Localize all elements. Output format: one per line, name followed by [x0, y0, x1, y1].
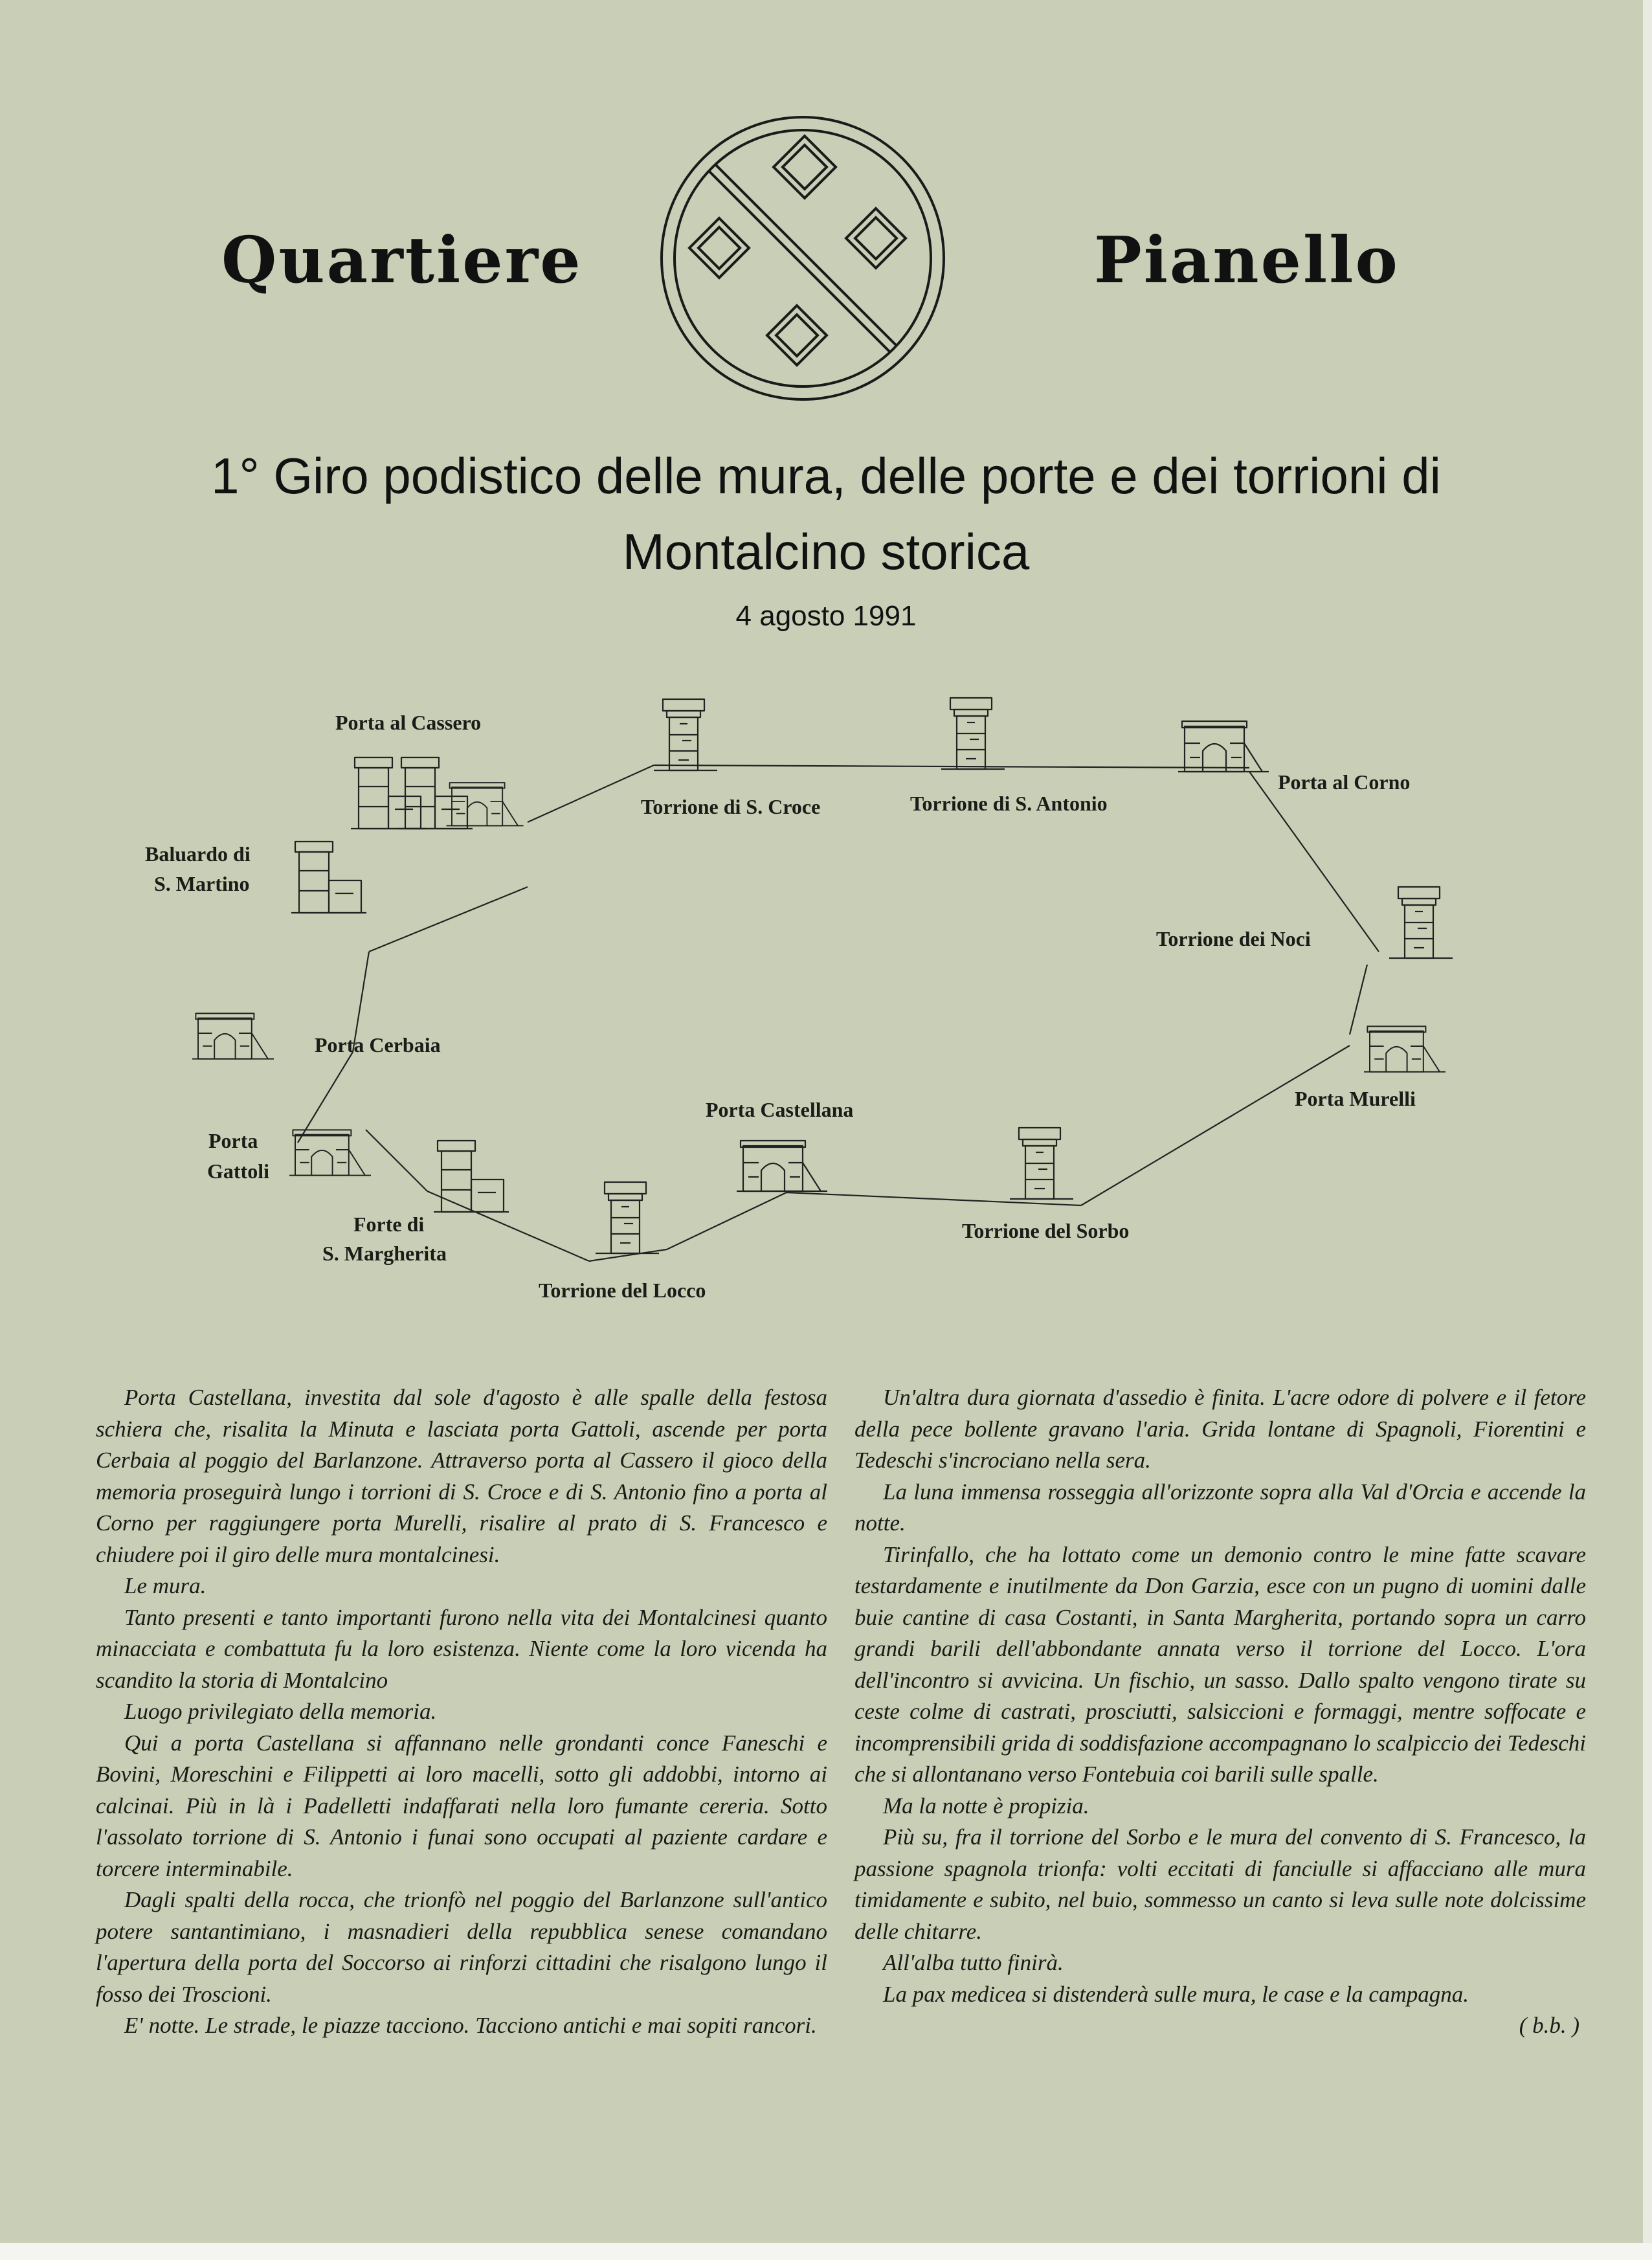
- label-torrione-noci: Torrione dei Noci: [1156, 927, 1311, 950]
- label-porta-al-cassero: Porta al Cassero: [335, 711, 482, 734]
- paragraph: Più su, fra il torrione del Sorbo e le mura del convento di S. Francesco, la passione spagnola trionfa: volti eccitati di fanciulle si affacciano alle mura timidamente e subito, nel buio, sommesso un canto si leva sulle note dolcissime delle chitarre.: [854, 1824, 1586, 1944]
- porta-al-cassero-icon: [351, 757, 524, 829]
- porta-al-corno-icon: [1178, 721, 1269, 772]
- paragraph: Tirinfallo, che ha lottato come un demonio contro le mine fatte scavare testardamente e inutilmente da Don Garzia, esce con un pugno di uomini dalle buie cantine di casa Costanti, in Santa Margherita, portando sopra un carro grandi barili dell'abbondante annata verso il torrione del Locco. L'ora dell'incontro si avvicina. Un fischio, un sasso. Dallo spalto vengono tirate su ceste colme di castrati, prosciutti, salsiccioni e formaggi, mentre soffocate e incomprensibili grida di soddisfazione accompagnano lo scalpiccio dei Tedeschi che si allontanano verso Fontebuia coi barili sulle spalle.: [854, 1541, 1586, 1787]
- label-porta-gattoli-line2: Gattoli: [207, 1159, 269, 1183]
- torrione-s-antonio-icon: [941, 698, 1005, 769]
- label-baluardo-line1: Baluardo di: [145, 842, 251, 866]
- author-signature: ( b.b. ): [1519, 2013, 1579, 2038]
- label-baluardo-line2: S. Martino: [154, 872, 250, 895]
- event-date: 4 agosto 1991: [735, 600, 917, 632]
- article-right-column: [854, 1382, 1586, 2042]
- torrione-s-croce-icon: [654, 699, 717, 770]
- paragraph: Tanto presenti e tanto importanti furono nella vita dei Montalcinesi quanto minacciata e combattuta fu la loro esistenza. Niente come la loro vicenda ha scandito la storia di Montalcino: [96, 1604, 827, 1693]
- article-left-column: [96, 1382, 827, 2042]
- page-title-line1: 1° Giro podistico delle mura, delle porte e dei torrioni di: [211, 447, 1441, 504]
- label-porta-cerbaia: Porta Cerbaia: [315, 1033, 441, 1057]
- torrione-noci-icon: [1389, 887, 1453, 958]
- page-title-line2: Montalcino storica: [622, 523, 1030, 580]
- baluardo-s-martino-icon: [291, 842, 366, 913]
- label-forte-line1: Forte di: [353, 1213, 425, 1236]
- paragraph: All'alba tutto finirà.: [883, 1950, 1064, 1975]
- header-right-word: Pianello: [1094, 223, 1400, 298]
- label-torrione-s-antonio: Torrione di S. Antonio: [910, 792, 1108, 815]
- torrione-sorbo-icon: [1010, 1128, 1073, 1199]
- paragraph: La pax medicea si distenderà sulle mura, le case e la campagna.: [883, 1981, 1469, 2007]
- route-line: [298, 765, 1379, 1261]
- header-left-word: Quartiere: [221, 223, 583, 298]
- paragraph: Qui a porta Castellana si affannano nelle grondanti conce Faneschi e Bovini, Moreschini e Filippetti ai loro macelli, sotto gli addobbi, intorno ai calcinai. Più in là i Padelletti indaffarati nella loro fumante cereria. Sotto l'assolato torrione di S. Antonio i funai sono occupati al paziente cardare e torcere interminabile.: [96, 1730, 827, 1881]
- paragraph: Porta Castellana, investita dal sole d'agosto è alle spalle della festosa schiera che, risalita la Minuta e lasciata porta Gattoli, ascende per porta Cerbaia al poggio del Barlanzone. Attraverso porta al Cassero il gioco della memoria proseguirà lungo i torrioni di S. Croce e di S. Antonio fino a porta al Corno per raggiungere porta Murelli, risalire al prato di S. Francesco e chiudere poi il giro delle mura montalcinesi.: [96, 1385, 827, 1567]
- porta-murelli-icon: [1364, 1026, 1446, 1071]
- paragraph: La luna immensa rosseggia all'orizzonte sopra alla Val d'Orcia e accende la notte.: [854, 1479, 1586, 1536]
- label-torrione-sorbo: Torrione del Sorbo: [962, 1219, 1130, 1242]
- label-porta-castellana: Porta Castellana: [706, 1098, 854, 1121]
- forte-s-margherita-icon: [434, 1141, 509, 1212]
- quarter-emblem-icon: [656, 111, 950, 405]
- paragraph: Luogo privilegiato della memoria.: [124, 1699, 437, 1724]
- label-forte-line2: S. Margherita: [322, 1242, 447, 1265]
- torrione-locco-icon: [596, 1182, 659, 1253]
- page-edge: [0, 2243, 1652, 2260]
- porta-cerbaia-icon: [192, 1013, 274, 1058]
- paragraph: Dagli spalti della rocca, che trionfò nel poggio del Barlanzone sull'antico potere santantimiano, i masnadieri della repubblica senese comandano l'apertura della porta del Soccorso ai rinforzi cittadini che risalgono lungo il fosso dei Troscioni.: [96, 1887, 827, 2007]
- label-porta-al-corno: Porta al Corno: [1278, 770, 1411, 794]
- paragraph: Le mura.: [124, 1573, 206, 1598]
- paragraph: Un'altra dura giornata d'assedio è finita. L'acre odore di polvere e il fetore della pece bollente gravano l'aria. Grida lontane di Spagnoli, Fiorentini e Tedeschi s'incrociano nella sera.: [854, 1385, 1586, 1473]
- paragraph: E' notte. Le strade, le piazze tacciono. Tacciono antichi e mai sopiti rancori.: [124, 2013, 817, 2038]
- page-edge: [1643, 0, 1652, 2260]
- label-torrione-locco: Torrione del Locco: [539, 1279, 706, 1302]
- label-porta-murelli: Porta Murelli: [1295, 1087, 1416, 1110]
- porta-castellana-icon: [737, 1141, 827, 1191]
- label-torrione-s-croce: Torrione di S. Croce: [641, 795, 821, 818]
- label-porta-gattoli-line1: Porta: [208, 1129, 258, 1152]
- walls-route-map: [0, 673, 1652, 1321]
- paragraph: Ma la notte è propizia.: [883, 1793, 1089, 1818]
